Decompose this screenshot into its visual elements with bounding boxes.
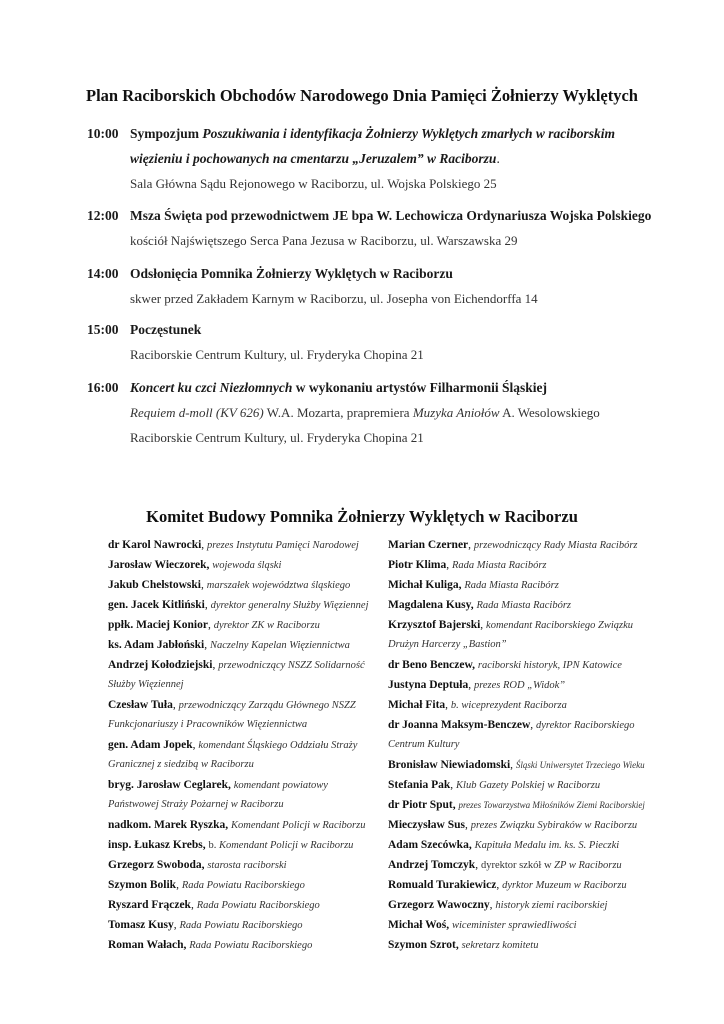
member: Jakub Chełstowski, marszałek województwa śląskiego bbox=[108, 579, 351, 591]
member: Bronisław Niewiadomski, Śląski Uniwersytet Trzeciego Wieku bbox=[388, 759, 645, 771]
member: Ryszard Frączek, Rada Powiatu Raciborskiego bbox=[108, 899, 320, 911]
member-role-cont: Centrum Kultury bbox=[388, 739, 460, 750]
member: Romuald Turakiewicz, dyrktor Muzeum w Raciborzu bbox=[388, 879, 627, 891]
member: Michał Fita, b. wiceprezydent Raciborza bbox=[388, 699, 567, 711]
member: Mieczysław Sus, prezes Związku Sybiraków w Raciborzu bbox=[388, 819, 638, 831]
event-time: 15:00 bbox=[87, 322, 119, 337]
member: dr Piotr Sput, prezes Towarzystwa Miłośników Ziemi Raciborskiej bbox=[388, 799, 645, 811]
member: bryg. Jarosław Ceglarek, komendant powiatowy bbox=[108, 779, 328, 791]
member: Marian Czerner, przewodniczący Rady Miasta Racibórz bbox=[388, 539, 638, 551]
member: nadkom. Marek Ryszka, Komendant Policji w Raciborzu bbox=[108, 819, 366, 831]
event-program: Requiem d-moll (KV 626) W.A. Mozarta, prapremiera Muzyka Aniołów A. Wesolowskiego bbox=[130, 405, 600, 420]
event-15-00 bbox=[87, 317, 647, 367]
event-location: Sala Główna Sądu Rejonowego w Raciborzu, ul. Wojska Polskiego 25 bbox=[130, 176, 497, 191]
event-14-00 bbox=[87, 261, 647, 311]
event-location: skwer przed Zakładem Karnym w Raciborzu, ul. Josepha von Eichendorffa 14 bbox=[130, 291, 538, 306]
event-time: 12:00 bbox=[87, 208, 119, 223]
event-16-00 bbox=[87, 375, 647, 450]
member: Magdalena Kusy, Rada Miasta Racibórz bbox=[388, 599, 572, 611]
member: dr Karol Nawrocki, prezes Instytutu Pamięci Narodowej bbox=[108, 539, 359, 551]
event-title: Poczęstunek bbox=[130, 322, 202, 337]
event-title: Sympozjum Poszukiwania i identyfikacja Żołnierzy Wyklętych zmarłych w raciborskim bbox=[130, 126, 616, 141]
event-title: Odsłonięcia Pomnika Żołnierzy Wyklętych w Raciborzu bbox=[130, 266, 453, 281]
member: Szymon Szrot, sekretarz komitetu bbox=[388, 939, 539, 951]
member: dr Joanna Maksym-Benczew, dyrektor Raciborskiego bbox=[388, 719, 635, 731]
event-time: 10:00 bbox=[87, 126, 119, 141]
member: Grzegorz Swoboda, starosta raciborski bbox=[108, 859, 287, 871]
member: Andrzej Tomczyk, dyrektor szkół w ZP w Raciborzu bbox=[388, 859, 622, 871]
member: Piotr Klima, Rada Miasta Racibórz bbox=[388, 559, 547, 571]
event-title: Koncert ku czci Niezłomnych w wykonaniu artystów Filharmonii Śląskiej bbox=[130, 380, 548, 395]
member: Krzysztof Bajerski, komendant Raciborskiego Związku bbox=[388, 619, 634, 631]
committee-title: Komitet Budowy Pomnika Żołnierzy Wyklętych w Raciborzu bbox=[146, 507, 578, 526]
member: Tomasz Kusy, Rada Powiatu Raciborskiego bbox=[108, 919, 303, 931]
committee-left-column bbox=[108, 535, 383, 955]
member: Justyna Deptuła, prezes ROD „Widok” bbox=[388, 679, 566, 691]
member: Andrzej Kołodziejski, przewodniczący NSZZ Solidarność bbox=[108, 659, 365, 671]
member: Stefania Pak, Klub Gazety Polskiej w Raciborzu bbox=[388, 779, 601, 791]
member: Grzegorz Wawoczny, historyk ziemi raciborskiej bbox=[388, 899, 608, 911]
member: ppłk. Maciej Konior, dyrektor ZK w Raciborzu bbox=[108, 619, 320, 631]
committee-right-column bbox=[388, 535, 663, 955]
member: dr Beno Benczew, raciborski historyk, IPN Katowice bbox=[388, 659, 622, 671]
member: ks. Adam Jabłoński, Naczelny Kapelan Więziennictwa bbox=[108, 639, 350, 651]
event-title-cont: więzieniu i pochowanych na cmentarzu „Jeruzalem” w Raciborzu. bbox=[130, 151, 500, 166]
member: Adam Szecówka, Kapituła Medalu im. ks. S. Pieczki bbox=[388, 839, 620, 851]
member-role-cont: Drużyn Harcerzy „Bastion” bbox=[388, 639, 507, 650]
member: gen. Adam Jopek, komendant Śląskiego Oddziału Straży bbox=[108, 739, 358, 751]
member: gen. Jacek Kitliński, dyrektor generalny Służby Więziennej bbox=[108, 599, 369, 611]
member-role-cont: Granicznej z siedzibą w Raciborzu bbox=[108, 759, 254, 770]
member-role-cont: Funkcjonariuszy i Pracowników Więziennictwa bbox=[108, 719, 308, 730]
member: insp. Łukasz Krebs, b. Komendant Policji w Raciborzu bbox=[108, 839, 354, 851]
member: Szymon Bolik, Rada Powiatu Raciborskiego bbox=[108, 879, 305, 891]
event-12-00 bbox=[87, 203, 652, 253]
member-role-cont: Służby Więziennej bbox=[108, 679, 184, 690]
event-time: 16:00 bbox=[87, 380, 119, 395]
event-location: kościół Najświętszego Serca Pana Jezusa w Raciborzu, ul. Warszawska 29 bbox=[130, 233, 518, 248]
member: Jarosław Wieczorek, wojewoda śląski bbox=[108, 559, 282, 571]
event-title: Msza Święta pod przewodnictwem JE bpa W. Lechowicza Ordynariusza Wojska Polskiego bbox=[130, 208, 652, 223]
page-title: Plan Raciborskich Obchodów Narodowego Dnia Pamięci Żołnierzy Wyklętych bbox=[86, 86, 638, 105]
member: Michał Woś, wiceminister sprawiedliwości bbox=[388, 919, 577, 931]
member: Michał Kuliga, Rada Miasta Racibórz bbox=[388, 579, 559, 591]
event-10-00 bbox=[87, 121, 647, 196]
member-role-cont: Państwowej Straży Pożarnej w Raciborzu bbox=[108, 799, 284, 810]
member: Czesław Tuła, przewodniczący Zarządu Głównego NSZZ bbox=[108, 699, 356, 711]
event-time: 14:00 bbox=[87, 266, 119, 281]
event-location: Raciborskie Centrum Kultury, ul. Fryderyka Chopina 21 bbox=[130, 430, 424, 445]
event-location: Raciborskie Centrum Kultury, ul. Fryderyka Chopina 21 bbox=[130, 347, 424, 362]
member: Roman Wałach, Rada Powiatu Raciborskiego bbox=[108, 939, 313, 951]
